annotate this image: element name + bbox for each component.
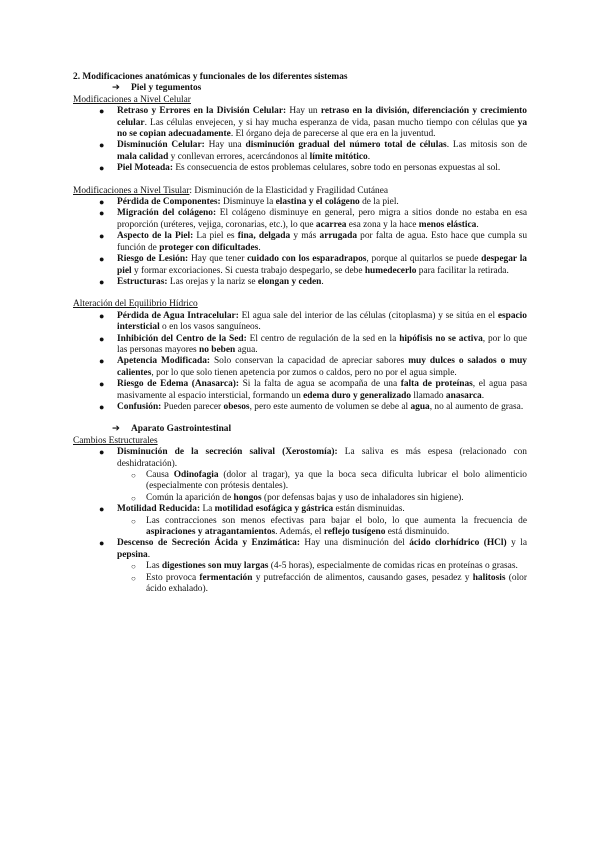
water-subheading: Alteración del Equilibrio Hídrico xyxy=(73,299,198,310)
spacer xyxy=(73,413,527,424)
sub-list-item: ○ Común la aparición de hongos (por defensas bajas y uso de inhaladores sin higiene). xyxy=(131,492,464,503)
list-item: ● Piel Moteada: Es consecuencia de estos problemas celulares, sobre todo en personas expuestas al sol. xyxy=(99,163,501,174)
bullet-icon: ● xyxy=(99,106,105,117)
list-item: ● Confusión: Pueden parecer obesos, pero este aumento de volumen se debe al agua, no al aumento de grasa. xyxy=(99,401,524,412)
list-item: ● Riesgo de Lesión: Hay que tener cuidado con los esparadrapos, porque al quitarlos se puede despegar la piel y formar excoriaciones. Si cuesta trabajo despegarlo, se debe humedecerlo para facilitar la retirada. xyxy=(99,254,527,276)
circle-bullet-icon: ○ xyxy=(131,493,136,503)
circle-bullet-icon: ○ xyxy=(131,516,136,526)
bullet-icon: ● xyxy=(99,231,105,242)
circle-bullet-icon: ○ xyxy=(131,471,136,480)
bullet-icon: ● xyxy=(99,310,105,321)
circle-bullet-icon: ○ xyxy=(131,562,136,572)
sub-list-item: ○ Las contracciones son menos efectivas para bajar el bolo, lo que aumenta la frecuencia de aspiraciones y atragantamientos. Además, el reflejo tusígeno está disminuido. xyxy=(131,515,527,538)
list-item: ● Estructuras: Las orejas y la nariz se elongan y ceden. xyxy=(99,276,324,287)
bullet-icon: ● xyxy=(99,197,105,208)
bullet-icon: ● xyxy=(99,254,105,265)
list-item: ● Pérdida de Componentes: Disminuye la elastina y el colágeno de la piel. xyxy=(99,197,399,208)
list-item: ● Pérdida de Agua Intracelular: El agua sale del interior de las células (citoplasma) y se sitúa en el espacio intersticial o en los vasos sanguíneos. xyxy=(99,310,527,333)
list-item: ● Riesgo de Edema (Anasarca): Si la falta de agua se acompaña de una falta de proteínas, el agua pasa masivamente al espacio intersticial, formando un edema duro y generalizado llamado anasarca. xyxy=(99,379,527,401)
bullet-icon: ● xyxy=(99,504,105,515)
list-item: ● Inhibición del Centro de la Sed: El centro de regulación de la sed en la hipófisis no se activa, por lo que las personas mayores no beben agua. xyxy=(99,333,527,355)
tissue-subheading: Modificaciones a Nivel Tisular: Disminución de la Elasticidad y Fragilidad Cutánea xyxy=(73,185,389,196)
circle-bullet-icon: ○ xyxy=(131,573,136,583)
bullet-icon: ● xyxy=(99,208,105,219)
structural-subheading: Cambios Estructurales xyxy=(73,435,158,446)
list-item: ● Disminución de la secreción salival (Xerostomía): La saliva es más espesa (relacionado con deshidratación). xyxy=(99,447,527,469)
list-item: ● Retraso y Errores en la División Celular: Hay un retraso en la división, diferenciación y crecimiento celular. Las células envejecen, y si hay mucha esperanza de vida, pasan mucho tiempo con células que ya no se copian adecuadamente. El órgano deja de parecerse al que era en la juventud. xyxy=(99,106,527,140)
gi-heading: ➔ Aparato Gastrointestinal xyxy=(112,424,232,435)
section-title: 2. Modificaciones anatómicas y funcionales de los diferentes sistemas xyxy=(73,72,348,82)
arrow-icon: ➔ xyxy=(112,424,120,435)
bullet-icon: ● xyxy=(99,333,105,344)
bullet-icon: ● xyxy=(99,379,105,390)
bullet-icon: ● xyxy=(99,163,105,174)
skin-heading: ➔ Piel y tegumentos xyxy=(112,83,202,94)
bullet-icon: ● xyxy=(99,447,105,458)
list-item: ● Aspecto de la Piel: La piel es fina, delgada y más arrugada por falta de agua. Esto hace que cumpla su función de proteger con dificultades. xyxy=(99,231,528,253)
arrow-icon: ➔ xyxy=(112,83,120,94)
list-item: ● Disminución Celular: Hay una disminución gradual del número total de células. Las mitosis son de mala calidad y conllevan errores, acercándonos al límite mitótico. xyxy=(99,140,528,162)
bullet-icon: ● xyxy=(99,276,105,287)
sub-list-item: ○ Esto provoca fermentación y putrefacción de alimentos, causando gases, pesadez y halitosis (olor ácido exhalado). xyxy=(131,572,527,595)
sub-list-item: ○ Las digestiones son muy largas (4-5 horas), especialmente de comidas ricas en proteínas o grasas. xyxy=(131,561,518,572)
bullet-icon: ● xyxy=(99,356,105,367)
bullet-icon: ● xyxy=(99,140,105,151)
list-item: ● Descenso de Secreción Ácida y Enzimática: Hay una disminución del ácido clorhídrico (HCl) y la pepsina. xyxy=(99,538,527,560)
list-item: ● Migración del colágeno: El colágeno disminuye en general, pero migra a sitios donde no estaba en esa proporción (uréteres, vejiga, coronarias, etc.), lo que acarrea esa zona y la hace menos elástica. xyxy=(99,208,527,230)
bullet-icon: ● xyxy=(99,538,105,549)
list-item: ● Apetencia Modificada: Solo conservan la capacidad de apreciar sabores muy dulces o salados o muy calientes, por lo que solo tienen apetencia por zumos o caldos, pero no por el agua simple. xyxy=(99,356,527,378)
sub-list-item: ○ Causa Odinofagia (dolor al tragar), ya que la boca seca dificulta lubricar el bolo alimenticio (especialmente con prótesis dentales). xyxy=(131,470,527,492)
bullet-icon: ● xyxy=(99,401,105,412)
list-item: ● Motilidad Reducida: La motilidad esofágica y gástrica están disminuidas. xyxy=(99,504,405,515)
cellular-subheading: Modificaciones a Nivel Celular xyxy=(73,94,191,105)
